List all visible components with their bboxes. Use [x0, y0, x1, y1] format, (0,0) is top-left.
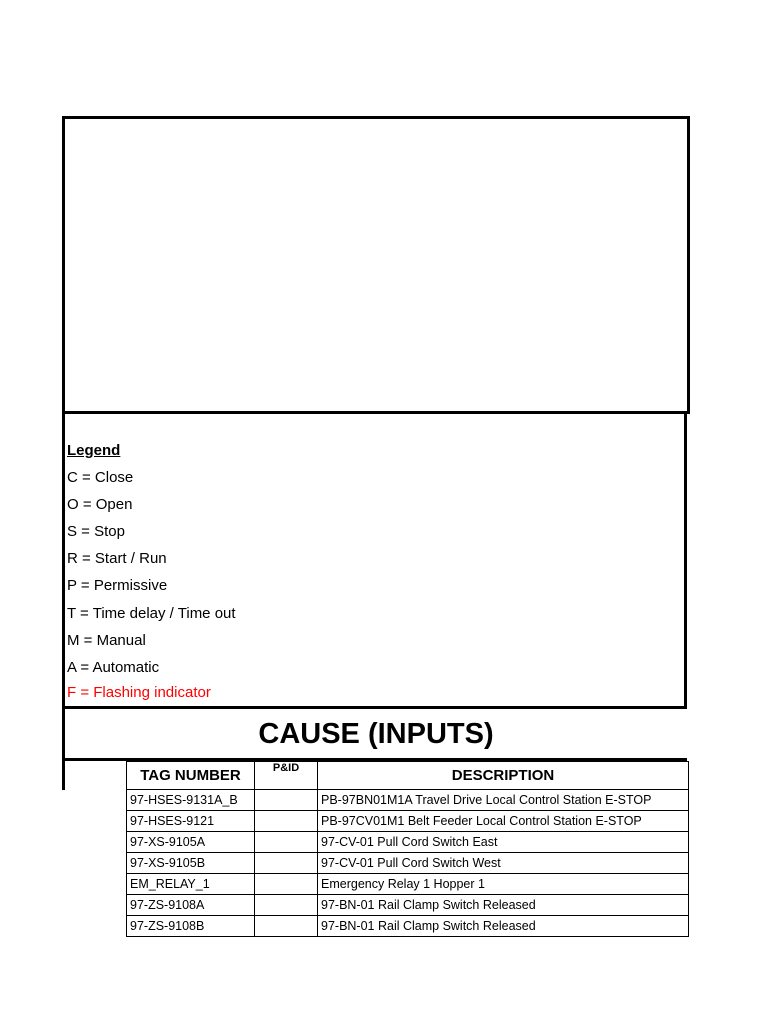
- table-row: [127, 895, 689, 916]
- tag-cell: 97-XS-9105B: [127, 853, 255, 874]
- tag-cell: 97-HSES-9131A_B: [127, 790, 255, 811]
- legend-item-stop: S = Stop: [67, 523, 125, 540]
- cause-title: CAUSE (INPUTS): [258, 718, 494, 750]
- description-cell: Emergency Relay 1 Hopper 1: [318, 874, 689, 895]
- table-row: [127, 916, 689, 937]
- header-description: DESCRIPTION: [318, 762, 689, 790]
- table-row: [127, 832, 689, 853]
- legend-item-automatic: A = Automatic: [67, 659, 160, 676]
- description-cell: 97-BN-01 Rail Clamp Switch Released: [318, 895, 689, 916]
- table-row: [127, 853, 689, 874]
- description-cell: PB-97CV01M1 Belt Feeder Local Control Station E-STOP: [318, 811, 689, 832]
- tag-cell: 97-HSES-9121: [127, 811, 255, 832]
- legend-item-start-run: R = Start / Run: [67, 550, 167, 567]
- header-frame: [62, 116, 690, 414]
- table-header-row: [127, 762, 689, 790]
- pid-cell: [255, 853, 318, 874]
- legend-item-open: O = Open: [67, 496, 133, 513]
- table-row: [127, 874, 689, 895]
- table-row: [127, 811, 689, 832]
- cause-title-row: [62, 709, 687, 761]
- table-row: [127, 790, 689, 811]
- legend-item-time-delay: T = Time delay / Time out: [67, 605, 236, 622]
- tag-cell: 97-XS-9105A: [127, 832, 255, 853]
- header-pid: P&ID: [255, 762, 318, 790]
- pid-cell: [255, 832, 318, 853]
- legend-item-permissive: P = Permissive: [67, 577, 168, 594]
- inputs-table: [126, 761, 689, 937]
- pid-cell: [255, 895, 318, 916]
- tag-cell: 97-ZS-9108B: [127, 916, 255, 937]
- description-cell: 97-CV-01 Pull Cord Switch West: [318, 853, 689, 874]
- description-cell: 97-BN-01 Rail Clamp Switch Released: [318, 916, 689, 937]
- pid-cell: [255, 811, 318, 832]
- description-cell: PB-97BN01M1A Travel Drive Local Control Station E-STOP: [318, 790, 689, 811]
- description-cell: 97-CV-01 Pull Cord Switch East: [318, 832, 689, 853]
- tag-cell: 97-ZS-9108A: [127, 895, 255, 916]
- header-tag-number: TAG NUMBER: [127, 762, 255, 790]
- legend-title: Legend: [67, 442, 121, 459]
- pid-cell: [255, 874, 318, 895]
- legend-item-close: C = Close: [67, 469, 134, 486]
- left-border-stub: [62, 761, 65, 790]
- legend-item-manual: M = Manual: [67, 632, 146, 649]
- legend-section: [62, 411, 687, 709]
- pid-cell: [255, 916, 318, 937]
- pid-cell: [255, 790, 318, 811]
- legend-item-flashing: F = Flashing indicator: [67, 684, 211, 701]
- tag-cell: EM_RELAY_1: [127, 874, 255, 895]
